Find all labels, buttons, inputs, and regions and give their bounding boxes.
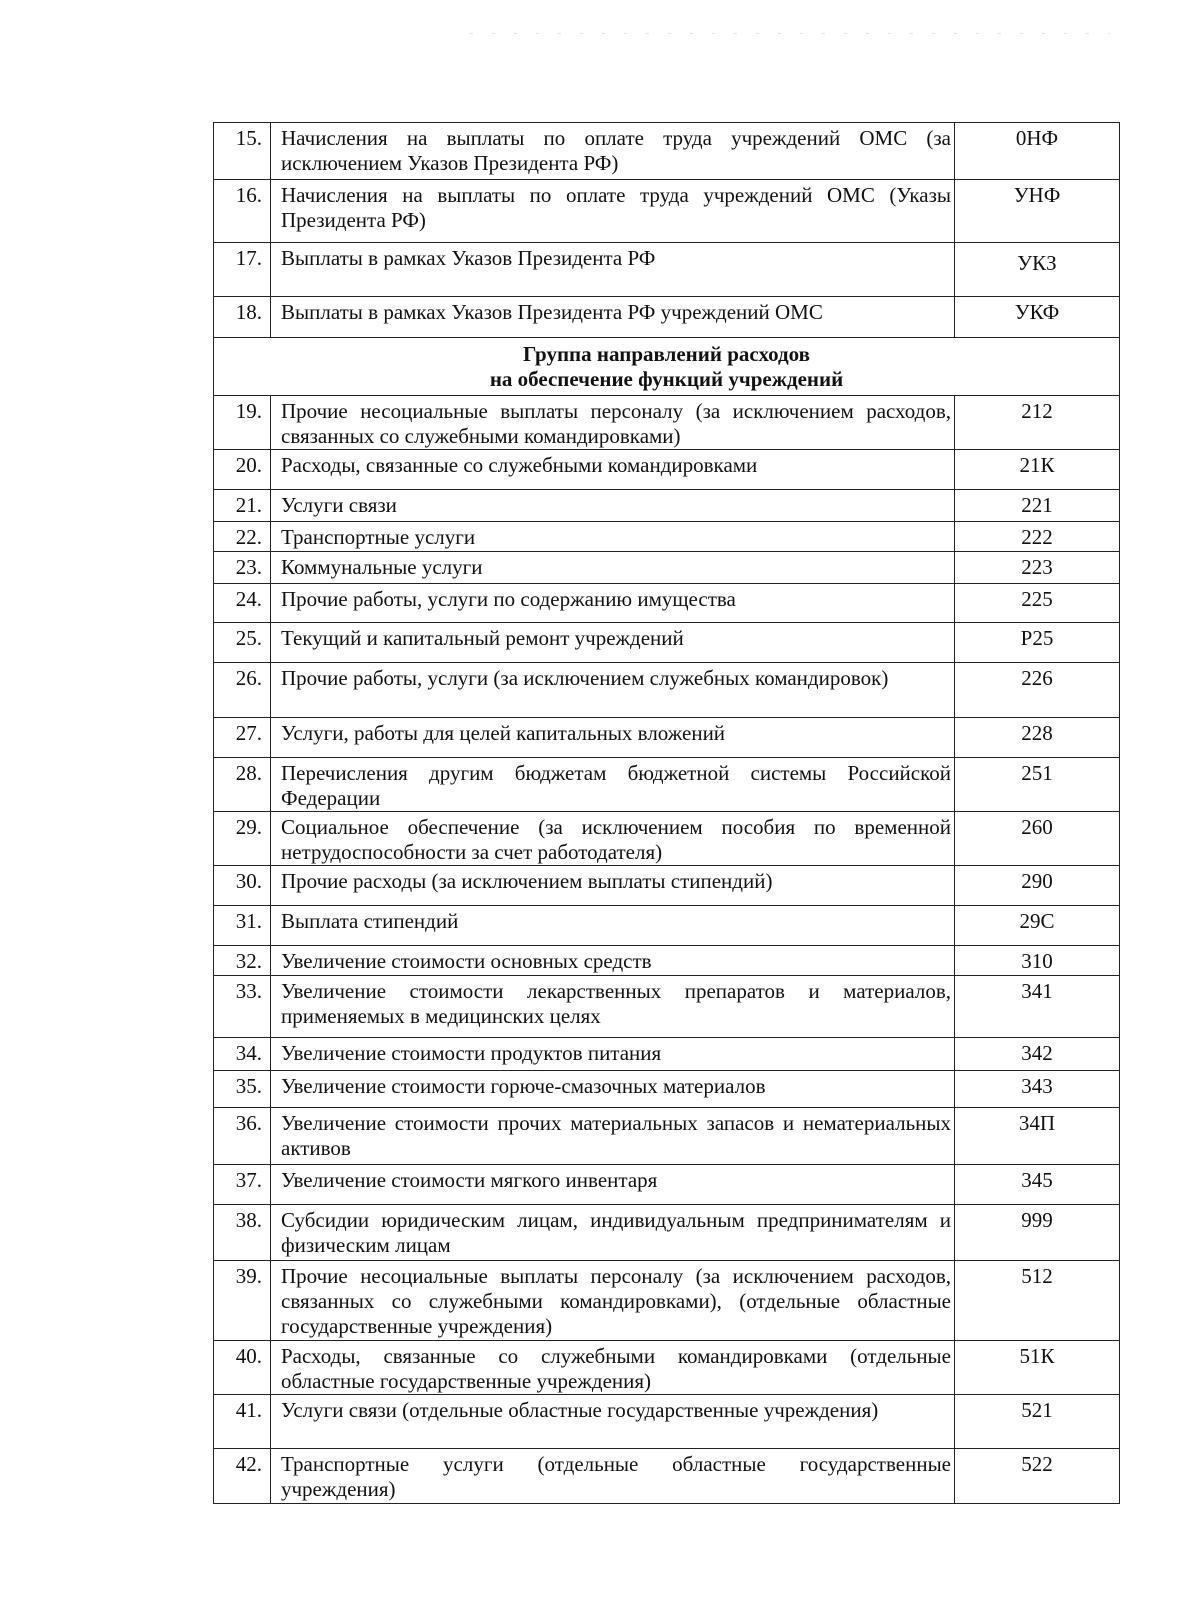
- row-code: 228: [955, 718, 1120, 758]
- row-description: Прочие работы, услуги по содержанию имущества: [271, 584, 955, 623]
- row-code: 522: [955, 1449, 1120, 1504]
- table-body-bottom: [214, 396, 1120, 1504]
- row-description: Увеличение стоимости продуктов питания: [271, 1038, 955, 1071]
- row-code: Р25: [955, 623, 1120, 663]
- row-code: 999: [955, 1205, 1120, 1261]
- table-row: [214, 1165, 1120, 1205]
- row-number: 30.: [214, 866, 271, 906]
- table-row: [214, 490, 1120, 522]
- row-number: 25.: [214, 623, 271, 663]
- expense-codes-table: [213, 122, 1120, 1504]
- row-number: 35.: [214, 1071, 271, 1108]
- row-description: Прочие несоциальные выплаты персоналу (за исключением расходов, связанных со служебными командировками), (отдельные областные государственные учреждения): [271, 1261, 955, 1341]
- row-code: 512: [955, 1261, 1120, 1341]
- table-row: [214, 758, 1120, 812]
- table-row: [214, 297, 1120, 338]
- table-row: [214, 1449, 1120, 1504]
- table-row: [214, 812, 1120, 866]
- row-number: 20.: [214, 450, 271, 490]
- table-row: [214, 1205, 1120, 1261]
- row-number: 19.: [214, 396, 271, 450]
- row-code: 342: [955, 1038, 1120, 1071]
- row-number: 29.: [214, 812, 271, 866]
- table-row: [214, 243, 1120, 297]
- table-body-top: [214, 123, 1120, 396]
- row-number: 31.: [214, 906, 271, 946]
- row-description: Выплаты в рамках Указов Президента РФ учреждений ОМС: [271, 297, 955, 338]
- row-number: 15.: [214, 123, 271, 180]
- table-row: [214, 450, 1120, 490]
- row-description: Расходы, связанные со служебными командировками (отдельные областные государственные учреждения): [271, 1341, 955, 1395]
- row-number: 36.: [214, 1108, 271, 1165]
- table-row: [214, 946, 1120, 976]
- table-row: [214, 552, 1120, 584]
- table-row: [214, 1395, 1120, 1449]
- group-header-line2: на обеспечение функций учреждений: [489, 367, 844, 391]
- row-number: 26.: [214, 663, 271, 718]
- row-number: 37.: [214, 1165, 271, 1205]
- row-description: Увеличение стоимости прочих материальных запасов и нематериальных активов: [271, 1108, 955, 1165]
- row-code: 521: [955, 1395, 1120, 1449]
- row-description: Коммунальные услуги: [271, 552, 955, 584]
- row-number: 28.: [214, 758, 271, 812]
- table-row: [214, 123, 1120, 180]
- row-number: 18.: [214, 297, 271, 338]
- row-code: 310: [955, 946, 1120, 976]
- table-row: [214, 1071, 1120, 1108]
- row-description: Прочие расходы (за исключением выплаты стипендий): [271, 866, 955, 906]
- row-description: Увеличение стоимости основных средств: [271, 946, 955, 976]
- table-row: [214, 584, 1120, 623]
- row-number: 41.: [214, 1395, 271, 1449]
- row-code: 343: [955, 1071, 1120, 1108]
- row-number: 16.: [214, 180, 271, 243]
- row-code: УКЗ: [955, 243, 1120, 297]
- row-description: Выплаты в рамках Указов Президента РФ: [271, 243, 955, 297]
- table-row: [214, 396, 1120, 450]
- row-description: Увеличение стоимости мягкого инвентаря: [271, 1165, 955, 1205]
- table-row: [214, 976, 1120, 1038]
- row-code: УНФ: [955, 180, 1120, 243]
- table-row: [214, 718, 1120, 758]
- row-description: Выплата стипендий: [271, 906, 955, 946]
- row-number: 23.: [214, 552, 271, 584]
- row-number: 39.: [214, 1261, 271, 1341]
- row-number: 38.: [214, 1205, 271, 1261]
- row-number: 34.: [214, 1038, 271, 1071]
- row-code: 251: [955, 758, 1120, 812]
- row-description: Субсидии юридическим лицам, индивидуальным предпринимателям и физическим лицам: [271, 1205, 955, 1261]
- row-description: Текущий и капитальный ремонт учреждений: [271, 623, 955, 663]
- row-code: 341: [955, 976, 1120, 1038]
- row-description: Перечисления другим бюджетам бюджетной системы Российской Федерации: [271, 758, 955, 812]
- row-description: Увеличение стоимости горюче-смазочных материалов: [271, 1071, 955, 1108]
- row-description: Расходы, связанные со служебными командировками: [271, 450, 955, 490]
- row-description: Транспортные услуги (отдельные областные государственные учреждения): [271, 1449, 955, 1504]
- table-row: [214, 906, 1120, 946]
- row-code: 212: [955, 396, 1120, 450]
- row-description: Услуги, работы для целей капитальных вложений: [271, 718, 955, 758]
- row-description: Услуги связи (отдельные областные государственные учреждения): [271, 1395, 955, 1449]
- row-number: 42.: [214, 1449, 271, 1504]
- row-description: Начисления на выплаты по оплате труда учреждений ОМС (за исключением Указов Президента РФ): [271, 123, 955, 180]
- row-code: УКФ: [955, 297, 1120, 338]
- row-code: 221: [955, 490, 1120, 522]
- row-code: 223: [955, 552, 1120, 584]
- table-row: [214, 1038, 1120, 1071]
- row-description: Начисления на выплаты по оплате труда учреждений ОМС (Указы Президента РФ): [271, 180, 955, 243]
- table-row: [214, 1341, 1120, 1395]
- row-number: 32.: [214, 946, 271, 976]
- row-code: 21К: [955, 450, 1120, 490]
- table-row: [214, 623, 1120, 663]
- row-description: Увеличение стоимости лекарственных препаратов и материалов, применяемых в медицинских целях: [271, 976, 955, 1038]
- row-number: 33.: [214, 976, 271, 1038]
- table-row: [214, 1261, 1120, 1341]
- row-code: 51К: [955, 1341, 1120, 1395]
- row-number: 17.: [214, 243, 271, 297]
- row-code: 260: [955, 812, 1120, 866]
- row-description: Транспортные услуги: [271, 522, 955, 552]
- row-description: Прочие работы, услуги (за исключением служебных командировок): [271, 663, 955, 718]
- table-row: [214, 663, 1120, 718]
- group-header: [214, 338, 1120, 396]
- row-code: 345: [955, 1165, 1120, 1205]
- table-row: [214, 180, 1120, 243]
- table-row: [214, 1108, 1120, 1165]
- row-code: 34П: [955, 1108, 1120, 1165]
- row-code: 0НФ: [955, 123, 1120, 180]
- row-description: Услуги связи: [271, 490, 955, 522]
- row-number: 40.: [214, 1341, 271, 1395]
- group-header-line1: Группа направлений расходов: [523, 342, 810, 366]
- group-header-row: [214, 338, 1120, 396]
- scan-artifact: [470, 33, 1110, 34]
- row-code: 29С: [955, 906, 1120, 946]
- row-description: Прочие несоциальные выплаты персоналу (за исключением расходов, связанных со служебными командировками): [271, 396, 955, 450]
- row-number: 22.: [214, 522, 271, 552]
- table-row: [214, 866, 1120, 906]
- row-description: Социальное обеспечение (за исключением пособия по временной нетрудоспособности за счет работодателя): [271, 812, 955, 866]
- row-number: 21.: [214, 490, 271, 522]
- row-code: 226: [955, 663, 1120, 718]
- table-row: [214, 522, 1120, 552]
- row-code: 225: [955, 584, 1120, 623]
- row-code: 290: [955, 866, 1120, 906]
- row-code: 222: [955, 522, 1120, 552]
- row-number: 24.: [214, 584, 271, 623]
- row-number: 27.: [214, 718, 271, 758]
